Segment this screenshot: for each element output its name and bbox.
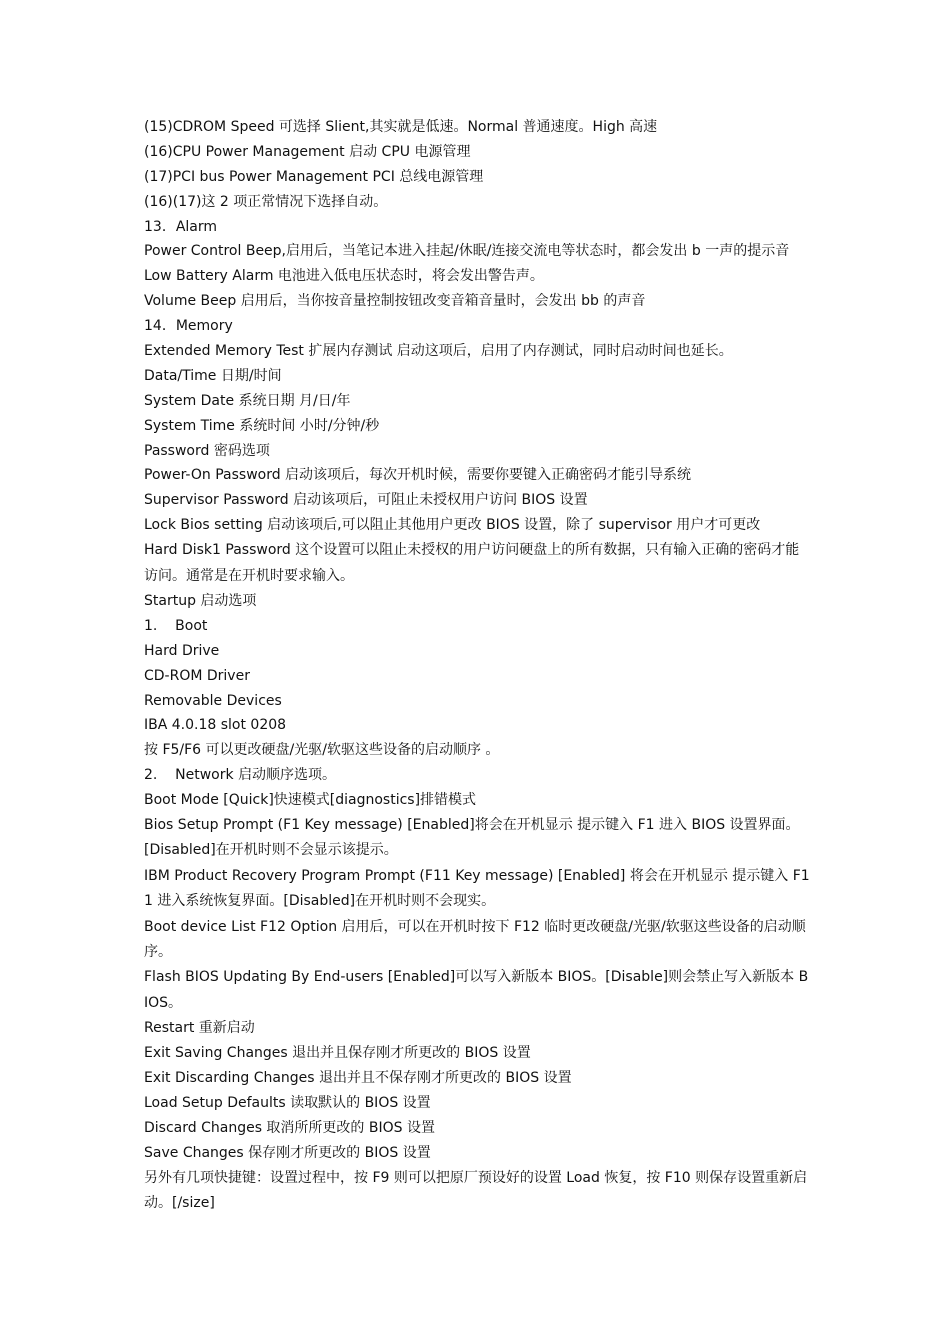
paragraph-hard-disk-password: Hard Disk1 Password 这个设置可以阻止未授权的用户访问硬盘上的所有数据，只有输入正确的密码才能访问。通常是在开机时要求输入。 (144, 542, 800, 584)
text-line-cdrom-driver: CD-ROM Driver (144, 667, 250, 684)
section-heading-restart: Restart 重新启动 (144, 1020, 255, 1037)
paragraph-recovery-prompt: IBM Product Recovery Program Prompt (F11 Key message) [Enabled] 将会在开机显示 提示键入 F11 进入系统恢复界面。[Disabled]在开机时则不会现实。 (144, 867, 810, 910)
text-line-boot-mode: Boot Mode [Quick]快速模式[diagnostics]排错模式 (144, 792, 477, 809)
section-heading-alarm: 13．Alarm (144, 218, 218, 235)
section-heading-memory: 14．Memory (144, 318, 233, 335)
text-line-low-battery-alarm: Low Battery Alarm 电池进入低电压状态时，将会发出警告声。 (144, 268, 544, 285)
text-line-extended-memory-test: Extended Memory Test 扩展内存测试 启动这项后，启用了内存测试，同时启动时间也延长。 (144, 343, 733, 360)
text-line-power-control-beep: Power Control Beep,启用后，当笔记本进入挂起/休眠/连接交流电等状态时，都会发出 b 一声的提示音 (144, 243, 790, 260)
text-line-supervisor-password: Supervisor Password 启动该项后，可阻止未授权用户访问 BIOS 设置 (144, 492, 588, 509)
text-line-system-time: System Time 系统时间 小时/分钟/秒 (144, 417, 380, 434)
section-heading-network: 2. Network 启动顺序选项。 (144, 767, 337, 784)
document-body (144, 115, 810, 1216)
text-line-cdrom-speed: (15)CDROM Speed 可选择 Slient,其实就是低速。Normal 普通速度。High 高速 (144, 119, 658, 135)
text-line-load-defaults: Load Setup Defaults 读取默认的 BIOS 设置 (144, 1094, 431, 1111)
text-line-discard-changes: Discard Changes 取消所所更改的 BIOS 设置 (144, 1119, 435, 1136)
text-line-iba-slot: IBA 4.0.18 slot 0208 (144, 717, 287, 734)
text-line-auto-note: (16)(17)这 2 项正常情况下选择自动。 (144, 193, 388, 210)
paragraph-boot-device-list: Boot device List F12 Option 启用后，可以在开机时按下 F12 临时更改硬盘/光驱/软驱这些设备的启动顺序。 (144, 918, 806, 960)
text-line-boot-order-keys: 按 F5/F6 可以更改硬盘/光驱/软驱这些设备的启动顺序 。 (144, 742, 500, 759)
text-line-exit-discarding: Exit Discarding Changes 退出并且不保存刚才所更改的 BIOS 设置 (144, 1070, 572, 1086)
text-line-volume-beep: Volume Beep 启用后，当你按音量控制按钮改变音箱音量时，会发出 bb 的声音 (144, 293, 646, 310)
section-heading-boot: 1. Boot (144, 617, 208, 634)
text-line-cpu-power: (16)CPU Power Management 启动 CPU 电源管理 (144, 143, 471, 160)
text-line-exit-saving: Exit Saving Changes 退出并且保存刚才所更改的 BIOS 设置 (144, 1045, 531, 1062)
text-line-password: Password 密码选项 (144, 442, 270, 459)
paragraph-shortcut-keys: 另外有几项快捷键：设置过程中，按 F9 则可以把原厂预设好的设置 Load 恢复，按 F10 则保存设置重新启动。[/size] (144, 1169, 808, 1211)
paragraph-flash-bios-updating: Flash BIOS Updating By End-users [Enabled]可以写入新版本 BIOS。[Disable]则会禁止写入新版本 BIOS。 (144, 969, 809, 1011)
text-line-data-time: Data/Time 日期/时间 (144, 367, 282, 384)
text-line-power-on-password: Power-On Password 启动该项后，每次开机时候，需要你要键入正确密码才能引导系统 (144, 467, 692, 484)
text-line-startup: Startup 启动选项 (144, 592, 257, 609)
text-line-removable-devices: Removable Devices (144, 692, 282, 709)
text-line-pci-power: (17)PCI bus Power Management PCI 总线电源管理 (144, 168, 484, 185)
text-line-save-changes: Save Changes 保存刚才所更改的 BIOS 设置 (144, 1144, 431, 1161)
paragraph-bios-setup-prompt: Bios Setup Prompt (F1 Key message) [Enabled]将会在开机显示 提示键入 F1 进入 BIOS 设置界面。[Disabled]在开机时则不会显示该提示。 (144, 816, 800, 859)
text-line-hard-drive: Hard Drive (144, 642, 220, 659)
text-line-lock-bios-setting: Lock Bios setting 启动该项后,可以阻止其他用户更改 BIOS 设置，除了 supervisor 用户才可更改 (144, 517, 761, 534)
text-line-system-date: System Date 系统日期 月/日/年 (144, 392, 351, 409)
